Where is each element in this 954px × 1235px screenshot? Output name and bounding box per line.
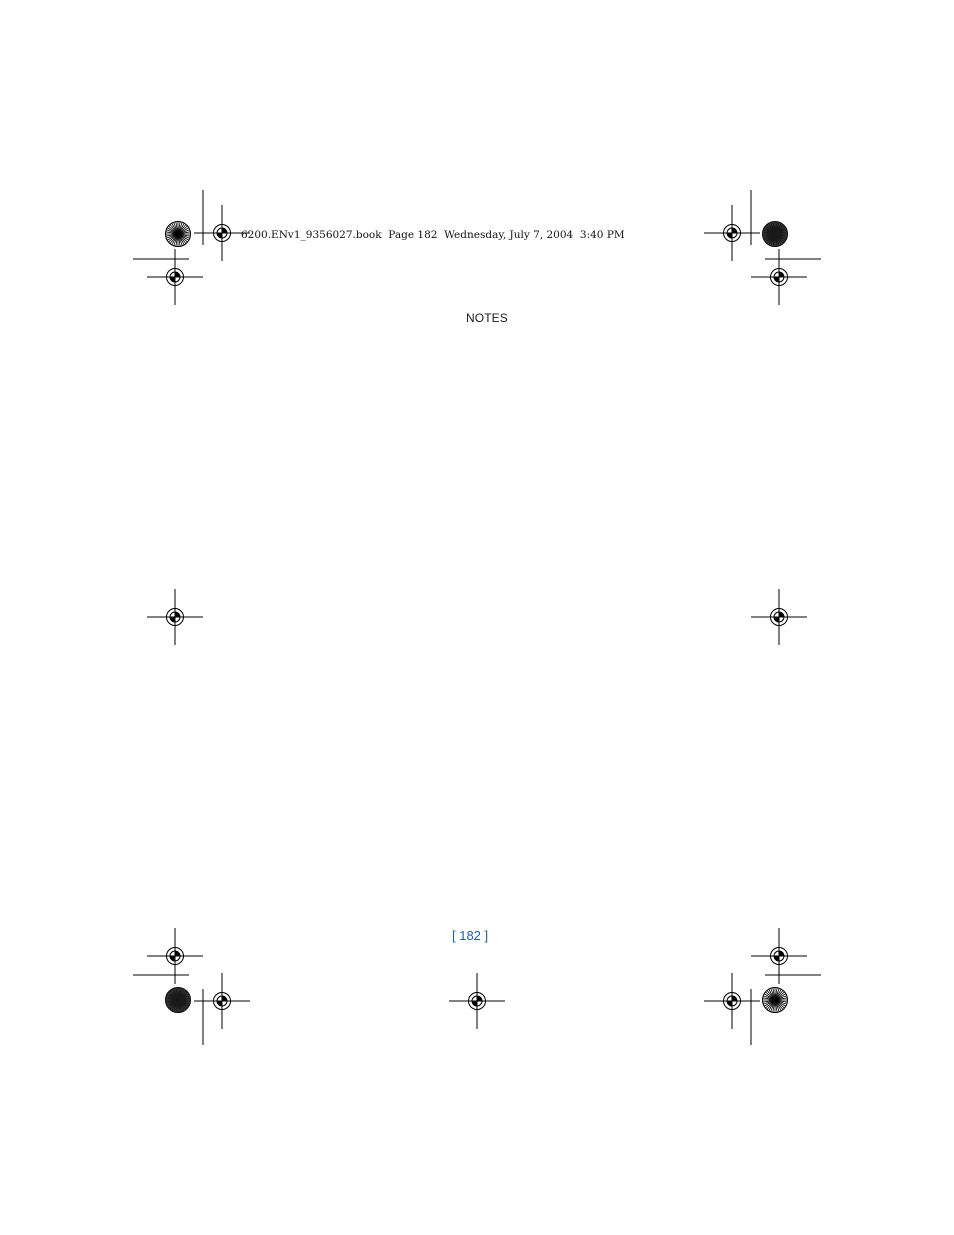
- section-title: NOTES: [466, 311, 508, 325]
- page-number: [ 182 ]: [452, 928, 489, 943]
- registration-marks: [147, 205, 807, 1029]
- star-targets: [166, 222, 788, 1013]
- print-slug: 6200.ENv1_9356027.book Page 182 Wednesday, July 7, 2004 3:40 PM: [241, 229, 625, 241]
